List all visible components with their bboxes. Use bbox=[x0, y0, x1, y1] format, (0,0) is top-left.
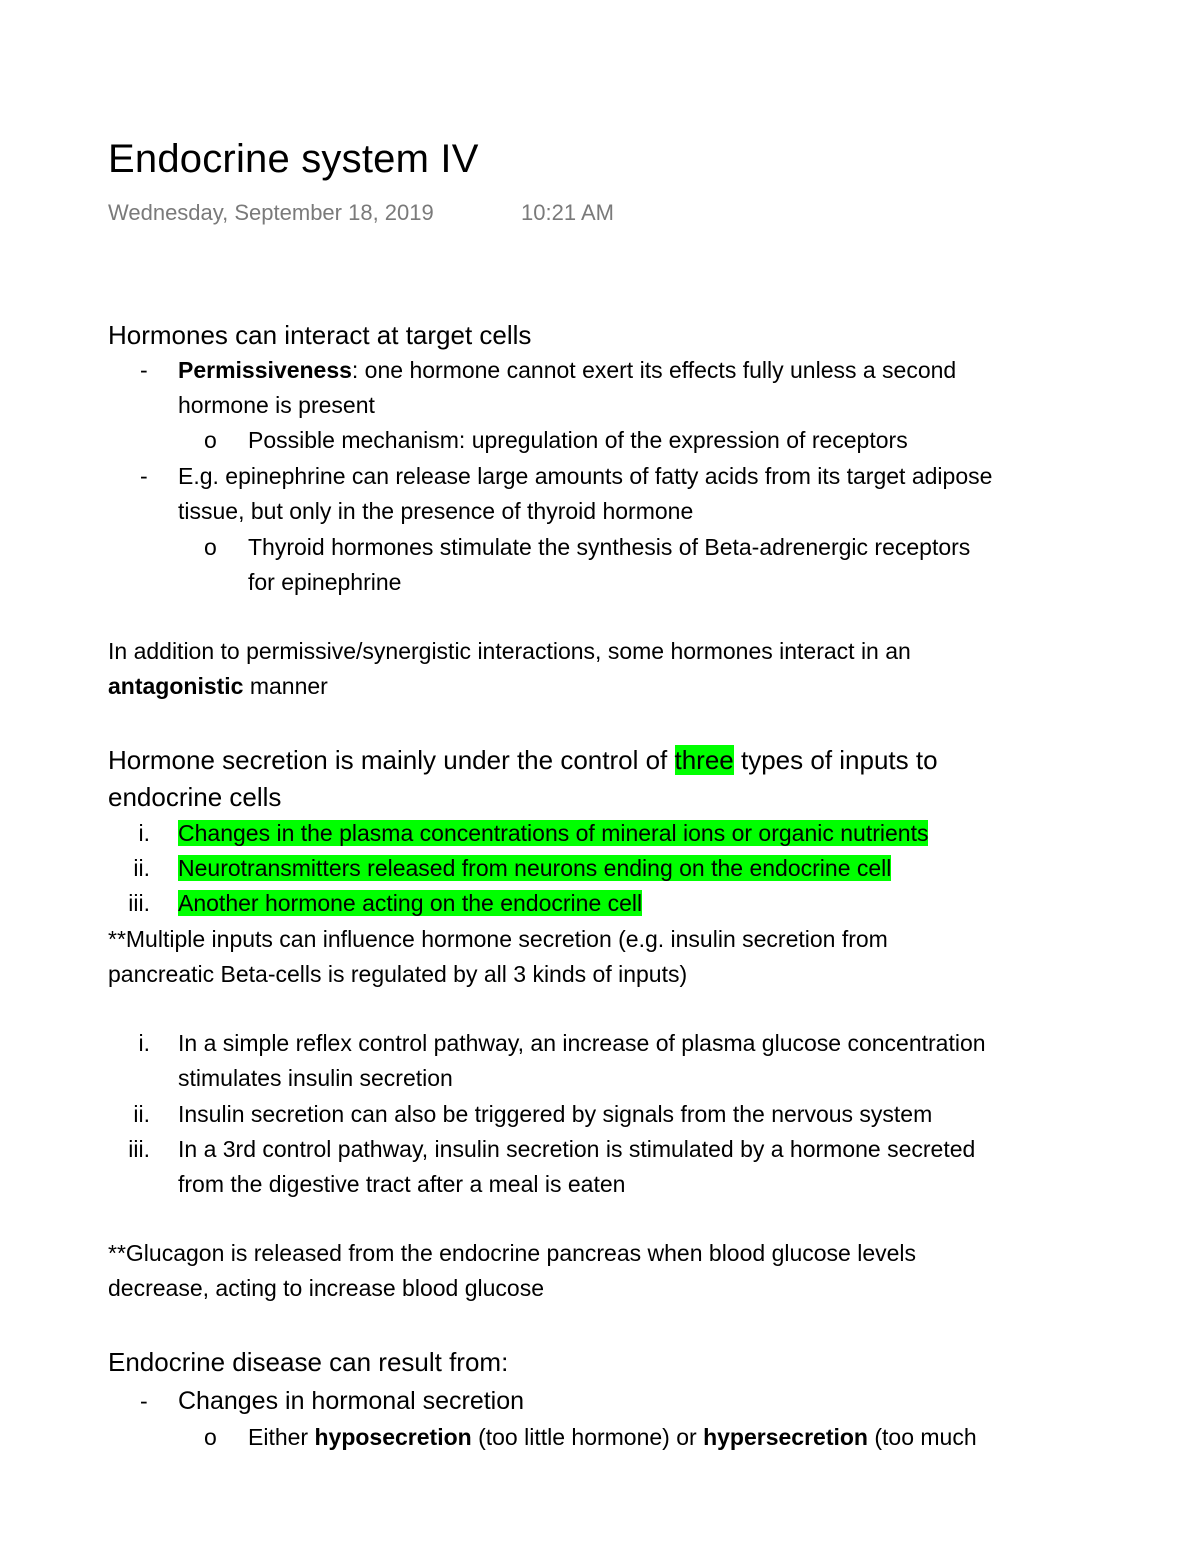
bullet-hormonal-secretion: Changes in hormonal secretion bbox=[178, 1387, 525, 1415]
note-glucagon: **Glucagon is released from the endocrine pancreas when blood glucose levels bbox=[108, 1240, 917, 1266]
highlighted-text: Changes in the plasma concentrations of mineral ions or organic nutrients bbox=[178, 820, 929, 846]
sub-bullet-text: Either bbox=[248, 1424, 315, 1450]
note-time: 10:21 AM bbox=[521, 200, 614, 225]
dash-bullet-marker: - bbox=[140, 463, 148, 489]
roman-marker: ii. bbox=[133, 1101, 150, 1127]
section-heading-inputs-continued: endocrine cells bbox=[108, 782, 282, 812]
highlight-three: three bbox=[674, 745, 734, 775]
list-item-highlighted bbox=[178, 886, 642, 921]
roman-marker: i. bbox=[138, 1030, 150, 1056]
term-permissiveness: Permissiveness bbox=[178, 357, 352, 383]
highlighted-text: Another hormone acting on the endocrine cell bbox=[178, 890, 643, 916]
list-item-continued: from the digestive tract after a meal is eaten bbox=[178, 1171, 626, 1197]
bullet-text-continued: hormone is present bbox=[178, 392, 375, 418]
list-item: Insulin secretion can also be triggered by signals from the nervous system bbox=[178, 1101, 933, 1127]
circle-bullet-marker: o bbox=[204, 534, 217, 560]
note-multiple-inputs-continued: pancreatic Beta-cells is regulated by all 3 kinds of inputs) bbox=[108, 961, 688, 987]
list-item: In a 3rd control pathway, insulin secretion is stimulated by a hormone secreted bbox=[178, 1136, 976, 1162]
paragraph-text: manner bbox=[243, 673, 328, 699]
roman-marker: i. bbox=[138, 820, 150, 846]
highlighted-text: Neurotransmitters released from neurons ending on the endocrine cell bbox=[178, 855, 892, 881]
bullet-text: : one hormone cannot exert its effects fully unless a second bbox=[351, 357, 957, 383]
sub-bullet-secretion-types bbox=[248, 1420, 977, 1455]
section-heading-disease: Endocrine disease can result from: bbox=[108, 1347, 509, 1377]
term-hyposecretion: hyposecretion bbox=[314, 1424, 472, 1450]
dash-bullet-marker: - bbox=[140, 1388, 148, 1414]
list-item-highlighted bbox=[178, 816, 928, 851]
note-glucagon-continued: decrease, acting to increase blood glucose bbox=[108, 1275, 545, 1301]
page-title: Endocrine system IV bbox=[108, 137, 479, 181]
list-item-continued: stimulates insulin secretion bbox=[178, 1065, 453, 1091]
sub-bullet-text: (too little hormone) or bbox=[471, 1424, 704, 1450]
dash-bullet-marker: - bbox=[140, 357, 148, 383]
sub-bullet-text: (too much bbox=[867, 1424, 977, 1450]
bullet-text-continued: tissue, but only in the presence of thyroid hormone bbox=[178, 498, 694, 524]
section-heading-inputs bbox=[108, 742, 938, 779]
term-antagonistic: antagonistic bbox=[108, 673, 244, 699]
section-heading-interactions: Hormones can interact at target cells bbox=[108, 320, 532, 350]
roman-marker: iii. bbox=[128, 1136, 150, 1162]
bullet-example: E.g. epinephrine can release large amounts of fatty acids from its target adipose bbox=[178, 463, 993, 489]
term-hypersecretion: hypersecretion bbox=[703, 1424, 868, 1450]
list-item-highlighted bbox=[178, 851, 891, 886]
note-date: Wednesday, September 18, 2019 bbox=[108, 200, 434, 225]
roman-marker: ii. bbox=[133, 855, 150, 881]
roman-marker: iii. bbox=[128, 890, 150, 916]
circle-bullet-marker: o bbox=[204, 1424, 217, 1450]
list-item: In a simple reflex control pathway, an increase of plasma glucose concentration bbox=[178, 1030, 986, 1056]
bullet-text-continued: for epinephrine bbox=[248, 569, 402, 595]
heading-text: types of inputs to bbox=[733, 745, 938, 775]
sub-bullet-thyroid: Thyroid hormones stimulate the synthesis of Beta-adrenergic receptors bbox=[248, 534, 971, 560]
bullet-permissiveness bbox=[178, 353, 956, 388]
paragraph-antagonistic: In addition to permissive/synergistic interactions, some hormones interact in an bbox=[108, 638, 911, 664]
sub-bullet-mechanism: Possible mechanism: upregulation of the expression of receptors bbox=[248, 427, 908, 453]
paragraph-antagonistic-continued bbox=[108, 669, 328, 704]
circle-bullet-marker: o bbox=[204, 427, 217, 453]
heading-text: Hormone secretion is mainly under the control of bbox=[108, 745, 675, 775]
note-multiple-inputs: **Multiple inputs can influence hormone secretion (e.g. insulin secretion from bbox=[108, 926, 888, 952]
